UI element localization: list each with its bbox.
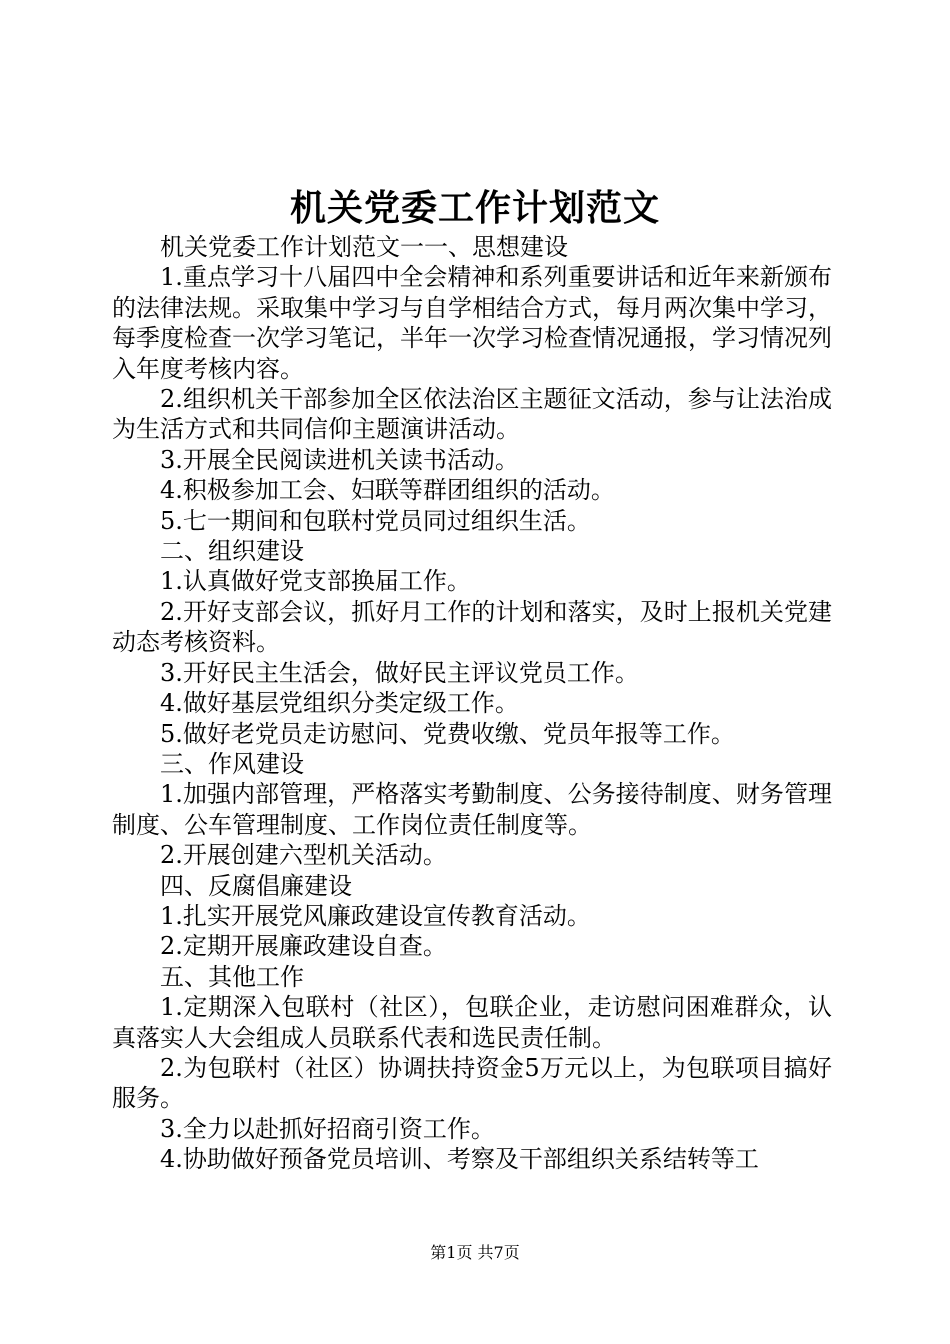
- paragraph: 4.积极参加工会、妇联等群团组织的活动。: [160, 476, 615, 505]
- section-heading: 四、反腐倡廉建设: [160, 871, 352, 900]
- section-heading: 三、作风建设: [160, 749, 304, 778]
- paragraph: 3.全力以赴抓好招商引资工作。: [160, 1114, 495, 1143]
- paragraph: 4.做好基层党组织分类定级工作。: [160, 689, 519, 718]
- section-heading: 五、其他工作: [160, 962, 304, 991]
- page-footer: 第1页 共7页: [430, 1243, 520, 1262]
- paragraph: 1.加强内部管理，严格落实考勤制度、公务接待制度、财务管理制度、公车管理制度、工作岗位责任制度等。: [112, 780, 832, 839]
- paragraph: 2.开好支部会议，抓好月工作的计划和落实，及时上报机关党建动态考核资料。: [112, 597, 832, 657]
- paragraph: 4.协助做好预备党员培训、考察及干部组织关系结转等工: [160, 1145, 759, 1174]
- document-title: 机关党委工作计划范文: [289, 187, 660, 229]
- paragraph: 2.定期开展廉政建设自查。: [160, 932, 447, 961]
- paragraph: 机关党委工作计划范文一一、思想建设: [160, 233, 568, 261]
- section-heading: 二、组织建设: [160, 537, 304, 566]
- paragraph: 1.定期深入包联村（社区），包联企业，走访慰问困难群众，认真落实人大会组成人员联系代表和选民责任制。: [112, 993, 832, 1052]
- paragraph: 1.重点学习十八届四中全会精神和系列重要讲话和近年来新颁布的法律法规。采取集中学习与自学相结合方式，每月两次集中学习，每季度检查一次学习笔记，半年一次学习检查情况通报，学习情况列入年度考核内容。: [112, 263, 832, 383]
- paragraph: 2.组织机关干部参加全区依法治区主题征文活动，参与让法治成为生活方式和共同信仰主题演讲活动。: [112, 385, 832, 444]
- paragraph: 5.做好老党员走访慰问、党费收缴、党员年报等工作。: [160, 719, 735, 748]
- paragraph: 2.开展创建六型机关活动。: [160, 841, 447, 870]
- paragraph: 1.认真做好党支部换届工作。: [160, 567, 471, 596]
- paragraph: 1.扎实开展党风廉政建设宣传教育活动。: [160, 901, 591, 930]
- document-body: [112, 232, 832, 1175]
- paragraph: 5.七一期间和包联村党员同过组织生活。: [160, 506, 591, 535]
- paragraph: 3.开展全民阅读进机关读书活动。: [160, 445, 519, 474]
- paragraph: 3.开好民主生活会，做好民主评议党员工作。: [160, 658, 639, 687]
- paragraph: 2.为包联村（社区）协调扶持资金5万元以上，为包联项目搞好服务。: [112, 1053, 832, 1113]
